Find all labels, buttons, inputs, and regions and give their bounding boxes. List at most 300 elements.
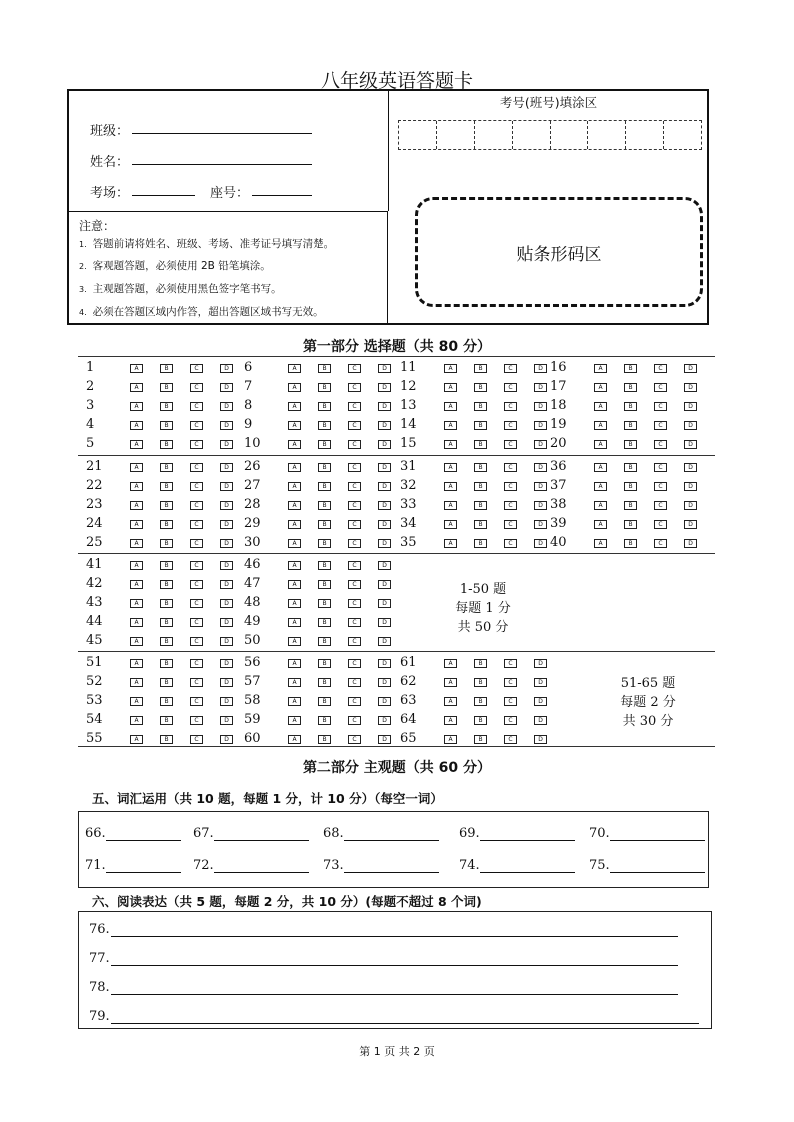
option-bubble-d[interactable]: D — [684, 463, 697, 472]
vocab-blank[interactable] — [323, 858, 439, 873]
option-bubble-c[interactable]: C — [348, 421, 361, 430]
option-bubble-c[interactable]: C — [190, 599, 203, 608]
option-bubble-a[interactable]: A — [444, 678, 457, 687]
option-bubble-a[interactable]: A — [288, 618, 301, 627]
answer-line[interactable] — [111, 965, 678, 966]
option-bubble-a[interactable]: A — [130, 440, 143, 449]
option-bubble-a[interactable]: A — [594, 440, 607, 449]
option-bubble-d[interactable]: D — [220, 580, 233, 589]
option-bubble-b[interactable]: B — [318, 501, 331, 510]
option-bubble-c[interactable]: C — [504, 364, 517, 373]
option-bubble-d[interactable]: D — [534, 678, 547, 687]
option-bubble-b[interactable]: B — [160, 501, 173, 510]
vocab-blank[interactable] — [85, 826, 181, 841]
option-bubble-a[interactable]: A — [130, 501, 143, 510]
option-bubble-b[interactable]: B — [624, 520, 637, 529]
option-bubble-a[interactable]: A — [594, 402, 607, 411]
option-bubble-a[interactable]: A — [130, 482, 143, 491]
seat-field[interactable] — [252, 195, 312, 196]
class-field[interactable] — [132, 133, 312, 134]
exam-number-cell[interactable] — [551, 121, 589, 149]
option-bubble-b[interactable]: B — [474, 716, 487, 725]
option-bubble-d[interactable]: D — [220, 402, 233, 411]
option-bubble-b[interactable]: B — [318, 637, 331, 646]
option-bubble-b[interactable]: B — [318, 697, 331, 706]
option-bubble-c[interactable]: C — [504, 520, 517, 529]
answer-line[interactable] — [106, 828, 181, 841]
option-bubble-a[interactable]: A — [444, 539, 457, 548]
option-bubble-a[interactable]: A — [130, 618, 143, 627]
option-bubble-b[interactable]: B — [160, 482, 173, 491]
option-bubble-d[interactable]: D — [220, 440, 233, 449]
option-bubble-d[interactable]: D — [378, 678, 391, 687]
option-bubble-a[interactable]: A — [288, 482, 301, 491]
option-bubble-b[interactable]: B — [318, 716, 331, 725]
option-bubble-d[interactable]: D — [220, 520, 233, 529]
option-bubble-d[interactable]: D — [220, 463, 233, 472]
option-bubble-a[interactable]: A — [288, 539, 301, 548]
option-bubble-a[interactable]: A — [288, 501, 301, 510]
option-bubble-a[interactable]: A — [444, 402, 457, 411]
option-bubble-b[interactable]: B — [474, 678, 487, 687]
option-bubble-a[interactable]: A — [288, 383, 301, 392]
option-bubble-a[interactable]: A — [130, 697, 143, 706]
option-bubble-a[interactable]: A — [288, 440, 301, 449]
option-bubble-b[interactable]: B — [624, 440, 637, 449]
option-bubble-b[interactable]: B — [474, 482, 487, 491]
exam-number-cell[interactable] — [588, 121, 626, 149]
option-bubble-c[interactable]: C — [348, 561, 361, 570]
option-bubble-d[interactable]: D — [378, 482, 391, 491]
option-bubble-c[interactable]: C — [348, 501, 361, 510]
option-bubble-d[interactable]: D — [378, 501, 391, 510]
option-bubble-d[interactable]: D — [220, 735, 233, 744]
option-bubble-c[interactable]: C — [348, 716, 361, 725]
option-bubble-d[interactable]: D — [378, 402, 391, 411]
option-bubble-a[interactable]: A — [444, 383, 457, 392]
answer-line[interactable] — [610, 828, 705, 841]
option-bubble-a[interactable]: A — [288, 637, 301, 646]
option-bubble-d[interactable]: D — [534, 501, 547, 510]
option-bubble-a[interactable]: A — [130, 735, 143, 744]
option-bubble-c[interactable]: C — [190, 618, 203, 627]
exam-number-cells[interactable] — [398, 120, 702, 150]
option-bubble-a[interactable]: A — [594, 421, 607, 430]
option-bubble-d[interactable]: D — [534, 659, 547, 668]
option-bubble-c[interactable]: C — [348, 463, 361, 472]
option-bubble-c[interactable]: C — [348, 364, 361, 373]
option-bubble-a[interactable]: A — [288, 520, 301, 529]
option-bubble-a[interactable]: A — [444, 520, 457, 529]
option-bubble-b[interactable]: B — [160, 716, 173, 725]
option-bubble-b[interactable]: B — [160, 539, 173, 548]
option-bubble-d[interactable]: D — [378, 561, 391, 570]
option-bubble-b[interactable]: B — [160, 599, 173, 608]
option-bubble-c[interactable]: C — [654, 501, 667, 510]
option-bubble-a[interactable]: A — [444, 440, 457, 449]
option-bubble-d[interactable]: D — [220, 561, 233, 570]
option-bubble-b[interactable]: B — [624, 539, 637, 548]
room-field[interactable] — [132, 195, 195, 196]
option-bubble-d[interactable]: D — [684, 482, 697, 491]
option-bubble-c[interactable]: C — [348, 659, 361, 668]
exam-number-cell[interactable] — [513, 121, 551, 149]
vocab-blank[interactable] — [85, 858, 181, 873]
option-bubble-b[interactable]: B — [474, 463, 487, 472]
option-bubble-a[interactable]: A — [288, 697, 301, 706]
option-bubble-a[interactable]: A — [594, 539, 607, 548]
option-bubble-a[interactable]: A — [130, 520, 143, 529]
option-bubble-a[interactable]: A — [594, 501, 607, 510]
option-bubble-c[interactable]: C — [504, 716, 517, 725]
vocab-blank[interactable] — [589, 826, 705, 841]
option-bubble-c[interactable]: C — [504, 539, 517, 548]
answer-line[interactable] — [610, 860, 705, 873]
vocab-blank[interactable] — [459, 858, 575, 873]
option-bubble-d[interactable]: D — [378, 618, 391, 627]
option-bubble-d[interactable]: D — [378, 520, 391, 529]
option-bubble-c[interactable]: C — [654, 539, 667, 548]
option-bubble-d[interactable]: D — [220, 697, 233, 706]
option-bubble-a[interactable]: A — [288, 678, 301, 687]
option-bubble-a[interactable]: A — [288, 599, 301, 608]
answer-line[interactable] — [111, 994, 678, 995]
option-bubble-a[interactable]: A — [288, 580, 301, 589]
option-bubble-a[interactable]: A — [444, 735, 457, 744]
option-bubble-c[interactable]: C — [504, 482, 517, 491]
option-bubble-d[interactable]: D — [220, 659, 233, 668]
option-bubble-b[interactable]: B — [318, 735, 331, 744]
option-bubble-a[interactable]: A — [444, 364, 457, 373]
option-bubble-c[interactable]: C — [190, 735, 203, 744]
option-bubble-d[interactable]: D — [378, 440, 391, 449]
option-bubble-c[interactable]: C — [190, 520, 203, 529]
option-bubble-a[interactable]: A — [130, 421, 143, 430]
option-bubble-b[interactable]: B — [160, 659, 173, 668]
option-bubble-a[interactable]: A — [130, 463, 143, 472]
option-bubble-d[interactable]: D — [534, 697, 547, 706]
option-bubble-a[interactable]: A — [130, 599, 143, 608]
option-bubble-a[interactable]: A — [288, 421, 301, 430]
option-bubble-d[interactable]: D — [220, 637, 233, 646]
option-bubble-d[interactable]: D — [220, 599, 233, 608]
option-bubble-d[interactable]: D — [220, 678, 233, 687]
option-bubble-a[interactable]: A — [130, 637, 143, 646]
option-bubble-c[interactable]: C — [504, 735, 517, 744]
option-bubble-d[interactable]: D — [378, 637, 391, 646]
option-bubble-d[interactable]: D — [378, 716, 391, 725]
exam-number-cell[interactable] — [664, 121, 701, 149]
option-bubble-c[interactable]: C — [190, 580, 203, 589]
vocab-blank[interactable] — [193, 826, 309, 841]
option-bubble-c[interactable]: C — [654, 440, 667, 449]
name-field[interactable] — [132, 164, 312, 165]
option-bubble-b[interactable]: B — [474, 440, 487, 449]
reading-answer-row[interactable] — [89, 1009, 110, 1024]
option-bubble-d[interactable]: D — [534, 421, 547, 430]
option-bubble-c[interactable]: C — [348, 580, 361, 589]
option-bubble-c[interactable]: C — [348, 440, 361, 449]
exam-number-cell[interactable] — [475, 121, 513, 149]
option-bubble-b[interactable]: B — [474, 364, 487, 373]
option-bubble-a[interactable]: A — [130, 659, 143, 668]
option-bubble-b[interactable]: B — [160, 618, 173, 627]
option-bubble-d[interactable]: D — [220, 501, 233, 510]
answer-line[interactable] — [111, 936, 678, 937]
answer-line[interactable] — [106, 860, 181, 873]
option-bubble-d[interactable]: D — [378, 383, 391, 392]
option-bubble-d[interactable]: D — [220, 482, 233, 491]
exam-number-cell[interactable] — [437, 121, 475, 149]
option-bubble-d[interactable]: D — [534, 482, 547, 491]
option-bubble-d[interactable]: D — [534, 364, 547, 373]
option-bubble-c[interactable]: C — [504, 421, 517, 430]
option-bubble-d[interactable]: D — [378, 599, 391, 608]
option-bubble-c[interactable]: C — [190, 383, 203, 392]
option-bubble-d[interactable]: D — [534, 716, 547, 725]
option-bubble-d[interactable]: D — [220, 618, 233, 627]
vocab-blank[interactable] — [193, 858, 309, 873]
option-bubble-a[interactable]: A — [444, 716, 457, 725]
option-bubble-d[interactable]: D — [684, 421, 697, 430]
option-bubble-d[interactable]: D — [378, 421, 391, 430]
option-bubble-b[interactable]: B — [160, 520, 173, 529]
option-bubble-b[interactable]: B — [318, 520, 331, 529]
option-bubble-d[interactable]: D — [220, 539, 233, 548]
option-bubble-b[interactable]: B — [160, 580, 173, 589]
option-bubble-d[interactable]: D — [220, 716, 233, 725]
option-bubble-c[interactable]: C — [348, 735, 361, 744]
option-bubble-a[interactable]: A — [444, 697, 457, 706]
option-bubble-b[interactable]: B — [318, 402, 331, 411]
option-bubble-c[interactable]: C — [348, 402, 361, 411]
option-bubble-c[interactable]: C — [190, 637, 203, 646]
option-bubble-a[interactable]: A — [594, 520, 607, 529]
option-bubble-a[interactable]: A — [130, 402, 143, 411]
option-bubble-b[interactable]: B — [160, 561, 173, 570]
option-bubble-c[interactable]: C — [348, 697, 361, 706]
option-bubble-b[interactable]: B — [624, 383, 637, 392]
option-bubble-c[interactable]: C — [504, 659, 517, 668]
option-bubble-b[interactable]: B — [624, 501, 637, 510]
option-bubble-b[interactable]: B — [318, 463, 331, 472]
option-bubble-a[interactable]: A — [288, 716, 301, 725]
option-bubble-c[interactable]: C — [654, 364, 667, 373]
option-bubble-c[interactable]: C — [348, 599, 361, 608]
option-bubble-b[interactable]: B — [160, 678, 173, 687]
option-bubble-c[interactable]: C — [654, 421, 667, 430]
option-bubble-d[interactable]: D — [220, 364, 233, 373]
option-bubble-b[interactable]: B — [474, 402, 487, 411]
option-bubble-a[interactable]: A — [288, 463, 301, 472]
option-bubble-b[interactable]: B — [318, 599, 331, 608]
option-bubble-c[interactable]: C — [654, 482, 667, 491]
option-bubble-c[interactable]: C — [504, 402, 517, 411]
option-bubble-c[interactable]: C — [654, 383, 667, 392]
option-bubble-b[interactable]: B — [160, 697, 173, 706]
option-bubble-a[interactable]: A — [288, 364, 301, 373]
option-bubble-d[interactable]: D — [534, 520, 547, 529]
option-bubble-b[interactable]: B — [474, 539, 487, 548]
option-bubble-c[interactable]: C — [190, 482, 203, 491]
option-bubble-b[interactable]: B — [318, 364, 331, 373]
option-bubble-b[interactable]: B — [318, 482, 331, 491]
option-bubble-b[interactable]: B — [318, 421, 331, 430]
option-bubble-a[interactable]: A — [130, 364, 143, 373]
option-bubble-c[interactable]: C — [348, 482, 361, 491]
option-bubble-b[interactable]: B — [318, 440, 331, 449]
option-bubble-d[interactable]: D — [684, 383, 697, 392]
option-bubble-d[interactable]: D — [534, 539, 547, 548]
option-bubble-c[interactable]: C — [190, 678, 203, 687]
option-bubble-c[interactable]: C — [190, 539, 203, 548]
option-bubble-c[interactable]: C — [654, 402, 667, 411]
option-bubble-b[interactable]: B — [160, 637, 173, 646]
option-bubble-d[interactable]: D — [684, 539, 697, 548]
option-bubble-d[interactable]: D — [534, 735, 547, 744]
option-bubble-c[interactable]: C — [348, 383, 361, 392]
answer-line[interactable] — [214, 828, 309, 841]
option-bubble-c[interactable]: C — [190, 561, 203, 570]
option-bubble-b[interactable]: B — [624, 482, 637, 491]
option-bubble-b[interactable]: B — [474, 383, 487, 392]
option-bubble-c[interactable]: C — [504, 463, 517, 472]
option-bubble-b[interactable]: B — [624, 402, 637, 411]
option-bubble-a[interactable]: A — [130, 561, 143, 570]
reading-answer-row[interactable] — [89, 980, 110, 995]
option-bubble-c[interactable]: C — [190, 463, 203, 472]
option-bubble-c[interactable]: C — [504, 678, 517, 687]
option-bubble-a[interactable]: A — [444, 463, 457, 472]
option-bubble-b[interactable]: B — [160, 402, 173, 411]
option-bubble-d[interactable]: D — [378, 463, 391, 472]
vocab-blank[interactable] — [589, 858, 705, 873]
reading-answer-row[interactable] — [89, 922, 110, 937]
option-bubble-a[interactable]: A — [594, 482, 607, 491]
option-bubble-c[interactable]: C — [348, 637, 361, 646]
option-bubble-a[interactable]: A — [444, 421, 457, 430]
answer-line[interactable] — [480, 828, 575, 841]
option-bubble-b[interactable]: B — [318, 383, 331, 392]
option-bubble-a[interactable]: A — [288, 735, 301, 744]
option-bubble-a[interactable]: A — [130, 678, 143, 687]
exam-number-cell[interactable] — [626, 121, 664, 149]
option-bubble-a[interactable]: A — [444, 659, 457, 668]
option-bubble-b[interactable]: B — [318, 659, 331, 668]
option-bubble-c[interactable]: C — [190, 402, 203, 411]
option-bubble-b[interactable]: B — [318, 539, 331, 548]
answer-line[interactable] — [344, 860, 439, 873]
option-bubble-d[interactable]: D — [534, 463, 547, 472]
option-bubble-c[interactable]: C — [190, 364, 203, 373]
option-bubble-c[interactable]: C — [654, 463, 667, 472]
option-bubble-c[interactable]: C — [348, 618, 361, 627]
option-bubble-a[interactable]: A — [130, 580, 143, 589]
option-bubble-d[interactable]: D — [684, 440, 697, 449]
option-bubble-c[interactable]: C — [348, 520, 361, 529]
option-bubble-c[interactable]: C — [504, 383, 517, 392]
option-bubble-b[interactable]: B — [318, 678, 331, 687]
option-bubble-a[interactable]: A — [444, 482, 457, 491]
option-bubble-c[interactable]: C — [190, 697, 203, 706]
option-bubble-c[interactable]: C — [190, 501, 203, 510]
option-bubble-b[interactable]: B — [160, 364, 173, 373]
option-bubble-b[interactable]: B — [160, 735, 173, 744]
option-bubble-b[interactable]: B — [474, 421, 487, 430]
answer-line[interactable] — [214, 860, 309, 873]
option-bubble-d[interactable]: D — [534, 440, 547, 449]
option-bubble-a[interactable]: A — [594, 364, 607, 373]
option-bubble-d[interactable]: D — [378, 580, 391, 589]
option-bubble-c[interactable]: C — [504, 697, 517, 706]
option-bubble-b[interactable]: B — [318, 580, 331, 589]
option-bubble-b[interactable]: B — [474, 697, 487, 706]
option-bubble-d[interactable]: D — [378, 364, 391, 373]
vocab-blank[interactable] — [459, 826, 575, 841]
option-bubble-c[interactable]: C — [190, 716, 203, 725]
option-bubble-d[interactable]: D — [378, 539, 391, 548]
option-bubble-c[interactable]: C — [348, 539, 361, 548]
option-bubble-c[interactable]: C — [654, 520, 667, 529]
option-bubble-b[interactable]: B — [160, 421, 173, 430]
option-bubble-b[interactable]: B — [624, 421, 637, 430]
vocab-blank[interactable] — [323, 826, 439, 841]
option-bubble-c[interactable]: C — [190, 421, 203, 430]
option-bubble-b[interactable]: B — [318, 618, 331, 627]
option-bubble-b[interactable]: B — [160, 383, 173, 392]
option-bubble-d[interactable]: D — [684, 402, 697, 411]
answer-line[interactable] — [480, 860, 575, 873]
option-bubble-d[interactable]: D — [684, 501, 697, 510]
option-bubble-a[interactable]: A — [130, 383, 143, 392]
option-bubble-d[interactable]: D — [220, 383, 233, 392]
option-bubble-b[interactable]: B — [160, 463, 173, 472]
answer-line[interactable] — [111, 1023, 699, 1024]
option-bubble-a[interactable]: A — [594, 383, 607, 392]
option-bubble-a[interactable]: A — [444, 501, 457, 510]
option-bubble-b[interactable]: B — [474, 735, 487, 744]
option-bubble-a[interactable]: A — [288, 402, 301, 411]
option-bubble-a[interactable]: A — [130, 539, 143, 548]
option-bubble-d[interactable]: D — [534, 383, 547, 392]
option-bubble-b[interactable]: B — [474, 501, 487, 510]
option-bubble-b[interactable]: B — [474, 659, 487, 668]
option-bubble-a[interactable]: A — [288, 659, 301, 668]
option-bubble-a[interactable]: A — [288, 561, 301, 570]
option-bubble-c[interactable]: C — [504, 440, 517, 449]
option-bubble-d[interactable]: D — [378, 735, 391, 744]
exam-number-cell[interactable] — [399, 121, 437, 149]
option-bubble-b[interactable]: B — [624, 463, 637, 472]
option-bubble-d[interactable]: D — [534, 402, 547, 411]
option-bubble-a[interactable]: A — [130, 716, 143, 725]
option-bubble-c[interactable]: C — [348, 678, 361, 687]
option-bubble-b[interactable]: B — [474, 520, 487, 529]
option-bubble-d[interactable]: D — [220, 421, 233, 430]
option-bubble-d[interactable]: D — [684, 364, 697, 373]
option-bubble-c[interactable]: C — [190, 440, 203, 449]
option-bubble-d[interactable]: D — [378, 697, 391, 706]
option-bubble-b[interactable]: B — [160, 440, 173, 449]
option-bubble-c[interactable]: C — [504, 501, 517, 510]
answer-line[interactable] — [344, 828, 439, 841]
option-bubble-b[interactable]: B — [318, 561, 331, 570]
reading-answer-row[interactable] — [89, 951, 110, 966]
option-bubble-d[interactable]: D — [378, 659, 391, 668]
option-bubble-d[interactable]: D — [684, 520, 697, 529]
option-bubble-a[interactable]: A — [594, 463, 607, 472]
option-bubble-b[interactable]: B — [624, 364, 637, 373]
